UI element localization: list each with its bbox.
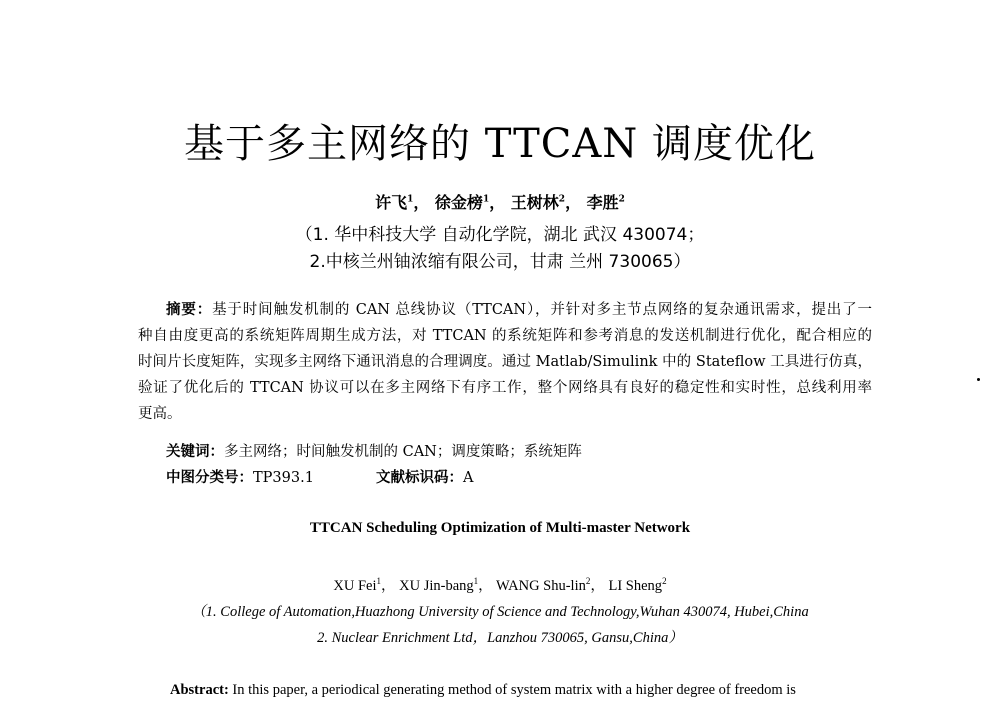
- abstract-line: 更高。: [138, 406, 182, 422]
- abstract-line: 时间片长度矩阵，实现多主网络下通讯消息的合理调度。通过 Matlab/Simulink 中的 Stateflow 工具进行仿真，: [138, 354, 872, 370]
- author-name: XU Jin-bang: [399, 578, 474, 594]
- author-list-en: XU Fei$^1$， XU Jin-bang$^1$， WANG Shu-lin$^2$， LI Sheng$^2$: [333, 576, 667, 594]
- author-name: 许飞: [375, 193, 408, 212]
- author-affiliation-mark: 2: [558, 194, 566, 205]
- author-affiliation-mark: 2: [585, 576, 591, 587]
- keywords-cn: [166, 440, 582, 461]
- affiliation-line-cn: 2.中核兰州铀浓缩有限公司，甘肃 兰州 730065）: [309, 252, 691, 272]
- author-affiliation-mark: 2: [662, 576, 667, 587]
- author-name: 王树林: [510, 193, 559, 212]
- author-name: 徐金榜: [434, 193, 483, 212]
- author-affiliation-mark: 1: [407, 194, 414, 205]
- author-affiliation-mark: 2: [618, 194, 625, 205]
- author-name: XU Fei: [333, 578, 377, 594]
- author-name: 李胜: [586, 193, 619, 212]
- author-list-cn: 许飞$^1$， 徐金榜$^1$， 王树林$^2$， 李胜$^2$: [375, 193, 625, 212]
- abstract-line: 种自由度更高的系统矩阵周期生成方法，对 TTCAN 的系统矩阵和参考消息的发送机制进行优化，配合相应的: [138, 328, 872, 344]
- abstract-label-en: Abstract:: [170, 682, 229, 698]
- keywords-label: 关键词：: [166, 443, 224, 460]
- abstract-label: 摘要：: [166, 301, 213, 318]
- abstract-cn: [138, 297, 872, 427]
- author-affiliation-mark: 1: [473, 576, 479, 587]
- classification-line: [166, 466, 474, 487]
- author-affiliation-mark: 1: [482, 194, 490, 205]
- doc-code: [376, 466, 473, 487]
- affiliation-line-cn: （1. 华中科技大学 自动化学院，湖北 武汉 430074；: [295, 225, 705, 245]
- author-name: LI Sheng: [608, 578, 663, 594]
- paper-title-en: TTCAN Scheduling Optimization of Multi-master Network: [309, 520, 691, 536]
- doc-code-label: 文献标识码：: [376, 469, 463, 486]
- abstract-en: [170, 682, 796, 699]
- keywords-text: 多主网络；时间触发机制的 CAN；调度策略；系统矩阵: [224, 444, 582, 460]
- author-affiliation-mark: 1: [376, 576, 382, 587]
- paper-title-cn: 基于多主网络的 TTCAN 调度优化: [183, 121, 817, 167]
- abstract-line: 验证了优化后的 TTCAN 协议可以在多主网络下有序工作，整个网络具有良好的稳定性和实时性，总线利用率: [138, 380, 872, 396]
- scan-speck: [977, 378, 980, 381]
- abstract-text-en: In this paper, a periodical generating method of system matrix with a higher degree of freedom is: [232, 682, 796, 698]
- clc-label: 中图分类号：: [166, 469, 253, 486]
- clc-value: TP393.1: [253, 470, 314, 486]
- doc-code-value: A: [463, 470, 474, 486]
- affiliation-line-en: 2. Nuclear Enrichment Ltd，Lanzhou 730065, Gansu,China）: [317, 630, 683, 646]
- affiliation-line-en: （1. College of Automation,Huazhong University of Science and Technology,Wuhan 430074, Hubei,China: [191, 604, 809, 620]
- abstract-line: 摘要：基于时间触发机制的 CAN 总线协议（TTCAN），并针对多主节点网络的复杂通讯需求，提出了一: [166, 301, 873, 318]
- author-name: WANG Shu-lin: [496, 578, 586, 594]
